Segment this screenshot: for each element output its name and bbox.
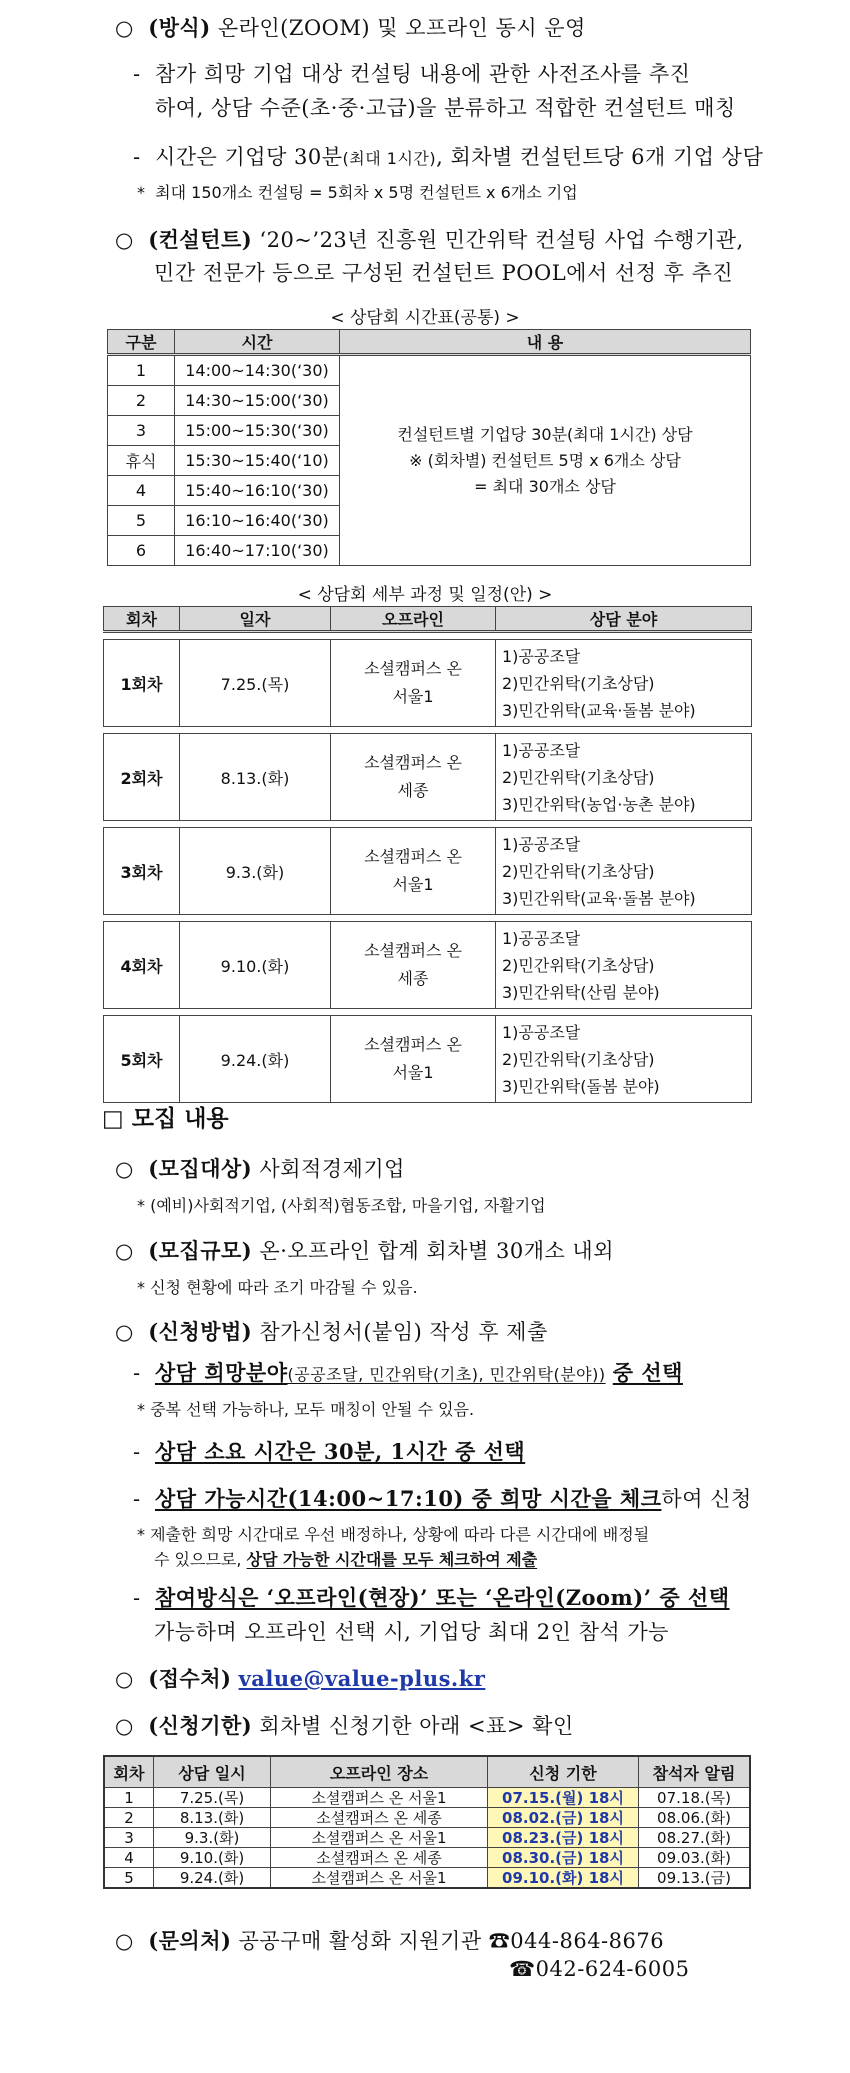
contact-label: (문의처) [148,1928,232,1953]
deadline-place: 소셜캠퍼스 온 세종 [271,1808,488,1828]
schedule-offline [331,1016,496,1103]
timetable-no: 2 [108,386,175,416]
method-text: 온라인(ZOOM) 및 오프라인 동시 운영 [217,16,586,40]
deadline-header-row [104,1756,750,1788]
area-item: 3)민간위탁(농업·농촌 분야) [502,794,696,814]
deadline-date: 9.3.(화) [154,1828,271,1848]
schedule-date: 7.25.(목) [180,640,331,727]
area-item: 3)민간위탁(돌봄 분야) [502,1076,660,1096]
area-item: 2)민간위탁(기초상담) [502,955,655,975]
deadline-value: 08.23.(금) 18시 [488,1828,639,1848]
offline-name: 소셜캠퍼스 온 [364,941,462,960]
dash: - [133,145,141,169]
apply-duration: 상담 소요 시간은 30분, 1시간 중 선택 [154,1439,526,1464]
area-item: 1)공공조달 [502,740,581,760]
schedule-header: 일자 [180,607,331,632]
apply-note-3b-text: 수 있으므로, [154,1550,247,1569]
schedule-offline [331,922,496,1009]
offline-branch: 세종 [397,969,429,988]
method-d2a: 시간은 기업당 30분 [154,145,343,169]
phone-icon: ☎ [509,1957,536,1981]
apply-label: (신청방법) [148,1319,253,1344]
timetable-time: 15:30~15:40(‘10) [175,446,340,476]
table-row [104,734,752,821]
scale-note-text: 신청 현황에 따라 조기 마감될 수 있음. [150,1278,418,1297]
deadline-line [115,1710,574,1740]
row-separator [104,915,752,922]
timetable-content-3: = 최대 30개소 상담 [474,476,616,496]
timetable-time: 14:30~15:00(‘30) [175,386,340,416]
deadline-header: 참석자 알림 [639,1756,751,1788]
deadline-notice: 09.03.(화) [639,1848,751,1868]
deadline-text: 회차별 신청기한 아래 <표> 확인 [259,1714,574,1738]
offline-name: 소셜캠퍼스 온 [364,1035,462,1054]
timetable-time: 16:40~17:10(‘30) [175,536,340,566]
timetable-header-row [108,330,751,355]
bullet: ○ [115,1667,134,1691]
schedule-area [496,734,752,821]
consultant-text1: ‘20~’23년 진흥원 민간위탁 컨설팅 사업 수행기관, [259,228,744,252]
apply-item-1 [133,1357,683,1387]
timetable-time: 14:00~14:30(‘30) [175,355,340,386]
bullet: ○ [115,1157,134,1181]
method-detail-1 [133,58,690,88]
table-row [104,1788,750,1808]
deadline-no: 5 [104,1868,154,1889]
bullet: ○ [115,1320,134,1344]
note-mark: * [137,1278,145,1297]
schedule-area [496,640,752,727]
deadline-date: 9.10.(화) [154,1848,271,1868]
method-line [115,12,586,42]
apply-note-3a-text: 제출한 희망 시간대로 우선 배정하나, 상황에 따라 다른 시간대에 배정될 [150,1525,650,1544]
method-detail-2 [133,141,763,171]
offline-branch: 서울1 [392,1063,434,1082]
table-row [104,828,752,915]
area-item: 1)공공조달 [502,1022,581,1042]
area-item: 3)민간위탁(산림 분야) [502,982,660,1002]
schedule-date: 8.13.(화) [180,734,331,821]
table-row [104,1868,750,1889]
consultant-label: (컨설턴트) [148,227,253,252]
note-mark: * [137,183,145,202]
timetable-title: < 상담회 시간표(공통) > [330,308,520,328]
deadline-no: 4 [104,1848,154,1868]
schedule-area [496,828,752,915]
dash: - [133,1586,141,1610]
method-note-text: 최대 150개소 컨설팅 = 5회차 x 5명 컨설턴트 x 6개소 기업 [155,183,578,202]
apply-item-3 [133,1483,752,1513]
deadline-notice: 08.27.(화) [639,1828,751,1848]
phone-icon: ☎ [488,1929,511,1953]
apply-area-label: 상담 희망분야 [154,1360,288,1385]
apply-time-check: 상담 가능시간(14:00~17:10) 중 희망 시간을 체크 [154,1486,662,1511]
deadline-value: 08.02.(금) 18시 [488,1808,639,1828]
deadline-place: 소셜캠퍼스 온 서울1 [271,1828,488,1848]
timetable-header: 시간 [175,330,340,355]
timetable-no: 3 [108,416,175,446]
row-separator [104,1009,752,1016]
deadline-place: 소셜캠퍼스 온 서울1 [271,1788,488,1808]
timetable-time: 15:00~15:30(‘30) [175,416,340,446]
table-row [104,1828,750,1848]
email-link[interactable]: value@value-plus.kr [238,1666,486,1691]
timetable-no: 1 [108,355,175,386]
deadline-date: 8.13.(화) [154,1808,271,1828]
bullet: ○ [115,1239,134,1263]
method-note [137,180,578,203]
bullet: ○ [115,1714,134,1738]
area-item: 2)민간위탁(기초상담) [502,767,655,787]
area-item: 1)공공조달 [502,646,581,666]
schedule-round: 1회차 [104,640,180,727]
contact-line [115,1925,664,1955]
recruit-heading-text: 모집 내용 [131,1106,229,1132]
schedule-area [496,1016,752,1103]
row-separator [104,632,752,640]
schedule-date: 9.3.(화) [180,828,331,915]
deadline-notice: 07.18.(목) [639,1788,751,1808]
apply-note-1 [137,1397,474,1420]
scale-note [137,1275,418,1298]
deadline-place: 소셜캠퍼스 온 서울1 [271,1868,488,1889]
offline-branch: 서울1 [392,687,434,706]
dash: - [133,1361,141,1385]
method-d2c: , 회차별 컨설턴트당 6개 기업 상담 [436,145,764,169]
scale-label: (모집규모) [148,1238,253,1263]
schedule-header: 오프라인 [331,607,496,632]
offline-name: 소셜캠퍼스 온 [364,847,462,866]
target-text: 사회적경제기업 [259,1157,405,1181]
schedule-date: 9.24.(화) [180,1016,331,1103]
deadline-date: 9.24.(화) [154,1868,271,1889]
recruit-heading [102,1100,229,1133]
schedule-area [496,922,752,1009]
offline-name: 소셜캠퍼스 온 [364,753,462,772]
method-label: (방식) [148,15,211,40]
table-row [104,1848,750,1868]
contact-org: 공공구매 활성화 지원기관 [238,1929,482,1953]
dash: - [133,1487,141,1511]
apply-note-3b [154,1547,537,1570]
timetable-content [340,355,751,566]
contact-phone-1[interactable]: 044-864-8676 [510,1929,665,1953]
timetable-time: 16:10~16:40(‘30) [175,506,340,536]
deadline-no: 2 [104,1808,154,1828]
deadline-header: 신청 기한 [488,1756,639,1788]
schedule-title: < 상담회 세부 과정 및 일정(안) > [297,585,553,605]
apply-item-4 [133,1582,730,1612]
schedule-round: 2회차 [104,734,180,821]
deadline-notice: 09.13.(금) [639,1868,751,1889]
offline-name: 소셜캠퍼스 온 [364,659,462,678]
dash: - [133,1440,141,1464]
table-row [104,1016,752,1103]
timetable-time: 15:40~16:10(‘30) [175,476,340,506]
scale-line [115,1235,614,1265]
apply-line [115,1316,548,1346]
timetable-header: 구분 [108,330,175,355]
area-item: 2)민간위탁(기초상담) [502,673,655,693]
table-row [108,355,751,386]
contact-phone-2[interactable]: 042-624-6005 [535,1957,690,1981]
apply-area-select: 중 선택 [612,1360,683,1385]
timetable-no: 6 [108,536,175,566]
deadline-value: 09.10.(화) 18시 [488,1868,639,1889]
apply-time-rest: 하여 신청 [661,1487,752,1511]
timetable-header: 내 용 [340,330,751,355]
schedule-offline [331,734,496,821]
table-row [104,1808,750,1828]
timetable [107,329,751,566]
schedule-offline [331,640,496,727]
target-note-text: (예비)사회적기업, (사회적)협동조합, 마을기업, 자활기업 [150,1196,546,1215]
schedule-round: 5회차 [104,1016,180,1103]
note-mark: * [137,1525,145,1544]
deadline-place: 소셜캠퍼스 온 세종 [271,1848,488,1868]
deadline-table [103,1755,751,1889]
consultant-text2: 민간 전문가 등으로 구성된 컨설턴트 POOL에서 선정 후 추진 [154,261,734,285]
target-note [137,1193,546,1216]
schedule-round: 3회차 [104,828,180,915]
schedule-header-row [104,607,752,632]
deadline-header: 오프라인 장소 [271,1756,488,1788]
table-row [104,922,752,1009]
apply-area-options: (공공조달, 민간위탁(기초), 민간위탁(분야)) [287,1365,606,1384]
apply-item-4b: 가능하며 오프라인 선택 시, 기업당 최대 2인 참석 가능 [154,1620,669,1644]
area-item: 1)공공조달 [502,928,581,948]
contact-line-2 [509,1957,689,1981]
deadline-no: 1 [104,1788,154,1808]
method-d2b: (최대 1시간) [342,149,437,168]
table-row [104,640,752,727]
box-marker: □ [102,1106,124,1132]
deadline-label: (신청기한) [148,1713,253,1738]
bullet: ○ [115,1929,134,1953]
deadline-notice: 08.06.(화) [639,1808,751,1828]
receipt-label: (접수처) [148,1666,232,1691]
schedule-header: 회차 [104,607,180,632]
schedule-offline [331,828,496,915]
deadline-value: 07.15.(월) 18시 [488,1788,639,1808]
area-item: 1)공공조달 [502,834,581,854]
row-separator [104,821,752,828]
offline-branch: 세종 [397,781,429,800]
deadline-no: 3 [104,1828,154,1848]
area-item: 3)민간위탁(교육·돌봄 분야) [502,700,696,720]
area-item: 3)민간위탁(교육·돌봄 분야) [502,888,696,908]
timetable-content-1: 컨설턴트별 기업당 30분(최대 1시간) 상담 [397,424,693,444]
deadline-date: 7.25.(목) [154,1788,271,1808]
area-item: 2)민간위탁(기초상담) [502,1049,655,1069]
receipt-line [115,1663,485,1693]
scale-text: 온·오프라인 합계 회차별 30개소 내외 [259,1239,615,1263]
timetable-no: 휴식 [108,446,175,476]
target-label: (모집대상) [148,1156,253,1181]
area-item: 2)민간위탁(기초상담) [502,861,655,881]
note-mark: * [137,1400,145,1419]
method-d1-text: 참가 희망 기업 대상 컨설팅 내용에 관한 사전조사를 추진 [154,62,691,86]
target-line [115,1153,405,1183]
apply-note-3a [137,1522,649,1545]
schedule-table [103,606,752,1103]
row-separator [104,727,752,734]
timetable-no: 5 [108,506,175,536]
schedule-date: 9.10.(화) [180,922,331,1009]
bullet: ○ [115,16,134,40]
apply-note-3b-emphasis: 상담 가능한 시간대를 모두 체크하여 제출 [246,1550,538,1569]
apply-participation: 참여방식은 ‘오프라인(현장)’ 또는 ‘온라인(Zoom)’ 중 선택 [154,1585,730,1610]
bullet: ○ [115,228,134,252]
timetable-no: 4 [108,476,175,506]
schedule-header: 상담 분야 [496,607,752,632]
consultant-line [115,224,744,254]
timetable-content-2: ※ (회차별) 컨설턴트 5명 x 6개소 상담 [409,450,681,470]
deadline-header: 회차 [104,1756,154,1788]
offline-branch: 서울1 [392,875,434,894]
apply-item-2 [133,1436,525,1466]
schedule-round: 4회차 [104,922,180,1009]
dash: - [133,62,141,86]
apply-note-1-text: 중복 선택 가능하나, 모두 매칭이 안될 수 있음. [150,1400,475,1419]
deadline-header: 상담 일시 [154,1756,271,1788]
note-mark: * [137,1196,145,1215]
method-detail-1b: 하여, 상담 수준(초·중·고급)을 분류하고 적합한 컨설턴트 매칭 [155,96,736,120]
deadline-value: 08.30.(금) 18시 [488,1848,639,1868]
apply-text: 참가신청서(붙임) 작성 후 제출 [259,1320,548,1344]
